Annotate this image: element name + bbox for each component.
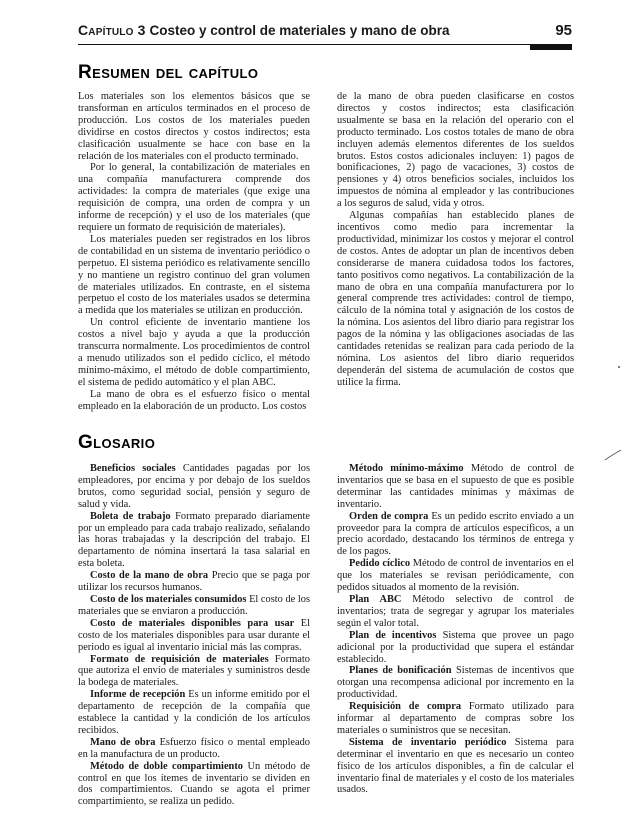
chapter-label: Capítulo 3 xyxy=(78,22,146,38)
summary-right-column xyxy=(337,91,574,389)
header-block-marker xyxy=(530,44,572,50)
summary-paragraph: Algunas compañías han establecido planes de incentivos como medio para incrementar la productividad, minimizar los costos y mejorar el control de costos. Antes de adoptar un plan de incentivos deben considerarse de manera cuidadosa todos los factores, tanto positivos como negativos. La contabilización de la mano de obra en una compañía manufacturera por lo general comprende tres actividades: control de tiempo, cálculo de la nómina total y asignación de los costos de la nómina. Los asientos del libro diario para registrar los pagos de la nómina y las obligaciones asociadas de las cantidades retenidas se realizan para cada periodo de la nómina. Los asientos del libro diario requeridos dependerán del sistema de acumulación de costos que utilice la firma. xyxy=(337,210,574,388)
glossary-definition: Es un pedido escrito enviado a un proveedor para la compra de artículos específicos, a un precio acordado, destacando los términos de entrega y de los pagos. xyxy=(337,510,574,558)
glossary-term: Plan de incentivos xyxy=(349,629,437,641)
glossary-entry xyxy=(337,594,574,630)
glossary-term: Costo de los materiales consumidos xyxy=(90,593,247,605)
header-rule xyxy=(78,44,572,45)
glossary-term: Mano de obra xyxy=(90,736,156,748)
glossary-term: Costo de la mano de obra xyxy=(90,570,209,582)
glossary-term: Costo de materiales disponibles para usar xyxy=(90,617,295,629)
glossary-term: Requisición de compra xyxy=(349,701,462,713)
glossary-term: Planes de bonificación xyxy=(349,665,452,677)
glossary-term: Orden de compra xyxy=(349,510,429,522)
glossary-definition: Esfuerzo físico o mental empleado en la manufactura de un producto. xyxy=(78,736,310,760)
glossary-definition: Es un informe emitido por el departamento de recepción de la compañía que establece la cantidad y la condición de los artículos recibidos. xyxy=(78,689,310,736)
glossary-entry xyxy=(337,701,574,737)
running-header xyxy=(78,22,572,39)
pen-mark-icon xyxy=(604,449,622,461)
glossary-entry xyxy=(78,761,310,809)
glossary-term: Plan ABC xyxy=(349,593,402,605)
glossary-heading: Glosario xyxy=(78,432,156,453)
glossary-entry xyxy=(337,558,574,594)
glossary-entry xyxy=(337,511,574,559)
glossary-definition: Método de control de inventarios que se basa en el supuesto de que es posible determinar las cantidades mínimas y máximas de inventario. xyxy=(337,463,574,510)
glossary-entry xyxy=(78,654,310,690)
glossary-entry xyxy=(78,570,310,594)
glossary-right-column xyxy=(337,463,574,796)
glossary-entry xyxy=(78,689,310,737)
glossary-term: Método mínimo-máximo xyxy=(349,463,464,474)
glossary-definition: Sistema que provee un pago adicional por la productividad que supera el estándar establecido. xyxy=(337,629,574,665)
glossary-definition: Precio que se paga por utilizar los recursos humanos. xyxy=(78,570,310,594)
summary-heading: Resumen del capítulo xyxy=(78,62,259,83)
glossary-term: Formato de requisición de materiales xyxy=(90,653,269,665)
summary-paragraph: Un control eficiente de inventario mantiene los costos a nivel bajo y ayuda a que la producción transcurra normalmente. Los procedimientos de control a menudo utilizados son el pedido cíclico, el método mínimo-máximo, el método de doble compartimiento, el sistema de pedido automático y el plan ABC. xyxy=(78,317,310,388)
glossary-term: Método de doble compartimiento xyxy=(90,760,243,772)
summary-paragraph: Los materiales pueden ser registrados en los libros de contabilidad en un sistema de inventario periódico o perpetuo. El sistema periódico es relativamente sencillo y no mantiene un registro continuo del gran volumen de materiales utilizados. En contraste, en el sistema perpetuo el costo de los materiales usados se determina a medida que los materiales se utilizan en producción. xyxy=(78,233,310,317)
glossary-definition: Cantidades pagadas por los empleadores, por encima y por debajo de los sueldos brutos, como seguridad social, pensión y seguro de salud y vida. xyxy=(78,463,310,510)
glossary-term: Sistema de inventario periódico xyxy=(349,736,507,748)
glossary-left-column xyxy=(78,463,310,808)
glossary-entry xyxy=(337,665,574,701)
glossary-entry xyxy=(337,463,574,511)
glossary-definition: El costo de los materiales que se enviaron a producción. xyxy=(78,593,310,617)
summary-paragraph: Por lo general, la contabilización de materiales en una compañía manufacturera comprende dos actividades: la compra de materiales (que exige una requisición de compra, una orden de compra y un informe de recepción) y el uso de los materiales (que requiere un formato de requisición de materiales). xyxy=(78,162,310,233)
glossary-definition: Formato utilizado para informar al departamento de compras sobre los materiales o suministros que se necesitan. xyxy=(337,701,574,736)
glossary-entry xyxy=(78,511,310,571)
glossary-definition: Formato que autoriza el envío de materiales y suministros desde la bodega de materiales. xyxy=(78,653,310,689)
summary-left-column xyxy=(78,91,310,412)
summary-paragraph: Los materiales son los elementos básicos que se transforman en artículos terminados en el proceso de producción. Los costos de los materiales pueden dividirse en costos directos y costos indirectos; esta clasificación usualmente se hace con base en la relación de los materiales con el producto terminado. xyxy=(78,91,310,162)
running-header-title xyxy=(78,22,450,38)
glossary-definition: Método de control de inventarios en el que los materiales se revisan periódicamente, con pedidos situados al momento de la revisión. xyxy=(337,558,574,594)
glossary-definition: Formato preparado diariamente por un empleado para cada trabajo realizado, señalando las horas trabajadas y la descripción del trabajo. El departamento de nómina insertará la tasa salarial en esta boleta. xyxy=(78,510,310,570)
glossary-entry xyxy=(78,618,310,654)
chapter-title: Costeo y control de materiales y mano de obra xyxy=(149,23,450,38)
glossary-definition: Sistema para determinar el inventario en que es necesario un conteo físico de los artículos disponibles, a fin de calcular el inventario final de materiales y el costo de los materiales usados. xyxy=(337,736,574,796)
glossary-term: Pedido cíclico xyxy=(349,558,411,570)
glossary-entry xyxy=(78,594,310,618)
glossary-entry xyxy=(78,463,310,511)
summary-paragraph: La mano de obra es el esfuerzo físico o mental empleado en la elaboración de un producto. Los costos xyxy=(78,388,310,412)
glossary-definition: Sistemas de incentivos que otorgan una recompensa adicional por incremento en la productividad. xyxy=(337,665,574,701)
glossary-term: Informe de recepción xyxy=(90,689,186,701)
scan-speck xyxy=(618,366,620,368)
glossary-term: Beneficios sociales xyxy=(90,463,176,474)
page-number: 95 xyxy=(555,22,572,39)
glossary-definition: Método selectivo de control de inventarios; trata de segregar y agrupar los materiales según el valor total. xyxy=(337,593,574,629)
glossary-entry xyxy=(337,737,574,797)
glossary-entry xyxy=(78,737,310,761)
glossary-term: Boleta de trabajo xyxy=(90,510,171,522)
summary-paragraph: de la mano de obra pueden clasificarse en costos directos y costos indirectos; esta clasificación usualmente se basa en la relación del operario con el producto terminado. Los costos totales de mano de obra incluyen además elementos diferentes de los sueldos brutos. Estos costos adicionales incluyen: 1) pagos de bonificaciones, 2) pago de vacaciones, 3) costos de pensiones y 4) otros beneficios sociales, incluidos los impuestos de nómina al empleador y las contribuciones a los seguros de salud, vida y otros. xyxy=(337,91,574,210)
glossary-entry xyxy=(337,630,574,666)
glossary-definition: Un método de control en que los ítemes de inventario se dividen en dos compartimientos. Cuando se agota el primer compartimiento, se realiza un pedido. xyxy=(78,760,311,808)
glossary-definition: El costo de los materiales disponibles para usar durante el periodo es igual al inventario inicial más las compras. xyxy=(78,617,310,653)
